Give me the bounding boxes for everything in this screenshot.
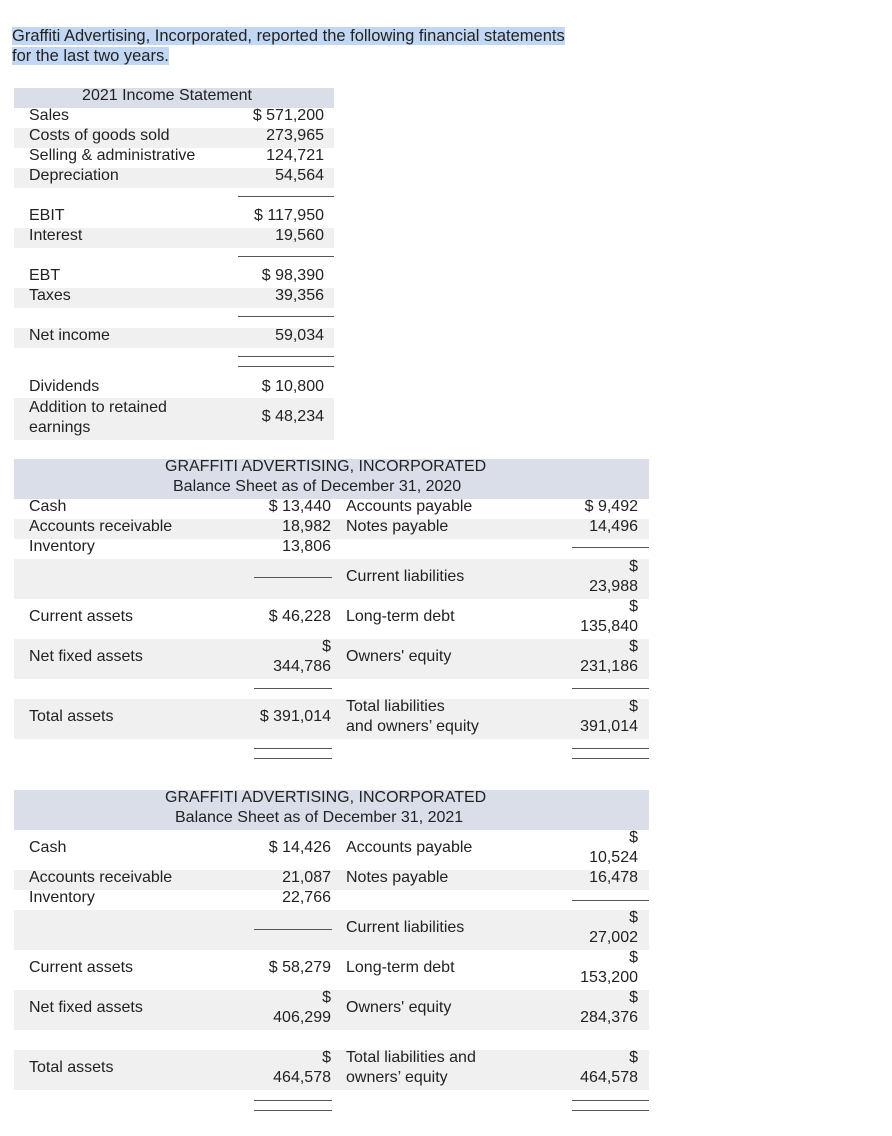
bs-value: 406,299 (273, 1009, 331, 1026)
double-rule (254, 748, 332, 749)
bs-label: Cash (29, 839, 67, 856)
double-rule (572, 758, 649, 759)
bs-label: Current assets (29, 959, 134, 976)
bs-label: Notes payable (346, 869, 449, 886)
bs-label: Long-term debt (346, 608, 455, 625)
bs-dollar: $ (629, 638, 638, 655)
bs-label: Net fixed assets (29, 999, 143, 1016)
income-value: 273,965 (266, 127, 324, 144)
bs-dollar: $ (629, 909, 638, 926)
bs-value: 23,988 (589, 578, 638, 595)
bs-label: Long-term debt (346, 959, 455, 976)
bs-value: 27,002 (589, 929, 638, 946)
income-value: 54,564 (275, 167, 324, 184)
double-rule (572, 748, 649, 749)
subtotal-rule (572, 547, 649, 548)
income-label: Interest (29, 227, 83, 244)
intro-text (12, 26, 634, 66)
bs-dollar: $ (322, 989, 331, 1006)
subtotal-rule (238, 316, 334, 317)
double-rule (238, 356, 334, 357)
bs-value: 18,982 (282, 518, 331, 535)
income-value: $ 571,200 (252, 107, 324, 124)
income-value: 124,721 (266, 147, 324, 164)
bs-value: $ 14,426 (268, 839, 331, 856)
bs2021-title-1: GRAFFITI ADVERTISING, INCORPORATED (165, 789, 487, 806)
income-label: Net income (29, 327, 110, 344)
income-label-cont: earnings (29, 419, 91, 436)
double-rule (254, 758, 332, 759)
bs-dollar: $ (629, 949, 638, 966)
bs-label: Total assets (29, 1059, 114, 1076)
bs-value: 10,524 (589, 849, 638, 866)
bs-value: 14,496 (589, 518, 638, 535)
bs-dollar: $ (629, 829, 638, 846)
bs-label: Total liabilities (346, 698, 445, 715)
bs-value: 464,578 (580, 1069, 638, 1086)
income-value: 19,560 (275, 227, 324, 244)
double-rule (572, 1110, 649, 1111)
bs-dollar: $ (322, 638, 331, 655)
bs-value: 391,014 (580, 718, 638, 735)
bs-dollar: $ (629, 598, 638, 615)
income-label: Addition to retained (29, 399, 167, 416)
income-title: 2021 Income Statement (82, 87, 252, 104)
bs-label: Total liabilities and (346, 1049, 476, 1066)
double-rule (254, 1110, 332, 1111)
bs-value: $ 46,228 (268, 608, 331, 625)
income-value: $ 117,950 (254, 207, 324, 224)
bs-dollar: $ (629, 558, 638, 575)
income-label: Depreciation (29, 167, 119, 184)
subtotal-rule (254, 577, 332, 578)
income-label: Sales (29, 107, 70, 124)
income-label: Selling & administrative (29, 147, 196, 164)
bs-value: $ 391,014 (259, 708, 331, 725)
income-label: EBT (29, 267, 61, 284)
bs2021-title-2: Balance Sheet as of December 31, 2021 (175, 809, 464, 826)
bs-value: 231,186 (580, 658, 638, 675)
bs-value: 16,478 (589, 869, 638, 886)
income-value: 39,356 (275, 287, 324, 304)
income-value: $ 98,390 (261, 267, 324, 284)
bs-label: Accounts receivable (29, 518, 173, 535)
subtotal-rule (572, 900, 649, 901)
bs-label: Current liabilities (346, 919, 465, 936)
bs-value: 22,766 (282, 889, 331, 906)
subtotal-rule (572, 688, 649, 689)
double-rule (254, 1100, 332, 1101)
income-value: $ 10,800 (261, 378, 324, 395)
bs-label: Inventory (29, 889, 95, 906)
double-rule (238, 366, 334, 367)
bs-value: 344,786 (273, 658, 331, 675)
income-value: $ 48,234 (261, 408, 324, 425)
bs-label: Current assets (29, 608, 134, 625)
bs-value: 135,840 (580, 618, 638, 635)
double-rule (572, 1100, 649, 1101)
bs-label: Net fixed assets (29, 648, 143, 665)
bs-label-cont: and owners’ equity (346, 718, 479, 735)
income-value: 59,034 (275, 327, 324, 344)
bs-value: 153,200 (580, 969, 638, 986)
income-label: Dividends (29, 378, 100, 395)
bs-label: Notes payable (346, 518, 449, 535)
bs2020-title-1: GRAFFITI ADVERTISING, INCORPORATED (165, 458, 487, 475)
bs2020-title-2: Balance Sheet as of December 31, 2020 (173, 478, 462, 495)
bs-label: Cash (29, 498, 67, 515)
intro-line-1: Graffiti Advertising, Incorporated, reported the following financial statements (12, 27, 565, 45)
income-label: Costs of goods sold (29, 127, 170, 144)
income-label: EBIT (29, 207, 65, 224)
bs-value: 13,806 (282, 538, 331, 555)
bs-label-cont: owners’ equity (346, 1069, 448, 1086)
bs-label: Accounts receivable (29, 869, 173, 886)
bs-label: Inventory (29, 538, 95, 555)
subtotal-rule (254, 688, 332, 689)
bs-value: 284,376 (580, 1009, 638, 1026)
bs-value: 464,578 (273, 1069, 331, 1086)
subtotal-rule (254, 929, 332, 930)
bs-value: $ 9,492 (584, 498, 638, 515)
subtotal-rule (238, 196, 334, 197)
intro-line-2: for the last two years. (12, 47, 169, 65)
bs-dollar: $ (629, 698, 638, 715)
bs-dollar: $ (629, 989, 638, 1006)
bs-value: $ 13,440 (268, 498, 331, 515)
bs-label: Accounts payable (346, 498, 473, 515)
bs-label: Owners' equity (346, 999, 452, 1016)
subtotal-rule (238, 256, 334, 257)
bs-dollar: $ (629, 1049, 638, 1066)
bs-label: Owners' equity (346, 648, 452, 665)
bs-value: $ 58,279 (268, 959, 331, 976)
bs-label: Accounts payable (346, 839, 473, 856)
income-label: Taxes (29, 287, 71, 304)
bs-label: Current liabilities (346, 568, 465, 585)
bs-label: Total assets (29, 708, 114, 725)
bs-value: 21,087 (282, 869, 331, 886)
bs-dollar: $ (322, 1049, 331, 1066)
